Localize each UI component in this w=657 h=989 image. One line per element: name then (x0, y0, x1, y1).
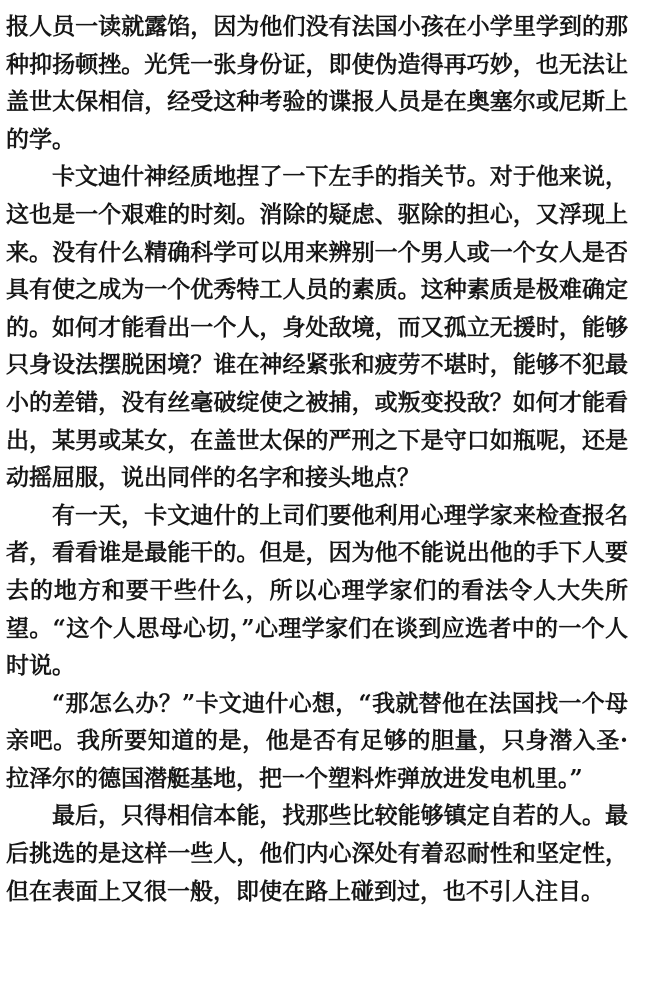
paragraph-3: 有一天，卡文迪什的上司们要他利用心理学家来检查报名者，看看谁是最能干的。但是，因为他不能说出他的手下人要去的地方和要干些什么，所以心理学家们的看法令人大失所望。“这个人思母心切，”心理学家们在谈到应选者中的一个人时说。 (6, 501, 628, 680)
paragraph-4: “那怎么办？”卡文迪什心想，“我就替他在法国找一个母亲吧。我所要知道的是，他是否有足够的胆量，只身潜入圣·拉泽尔的德国潜艇基地，把一个塑料炸弹放进发电机里。” (6, 689, 628, 792)
paragraph-2: 卡文迪什神经质地捏了一下左手的指关节。对于他来说，这也是一个艰难的时刻。消除的疑虑、驱除的担心，又浮现上来。没有什么精确科学可以用来辨别一个男人或一个女人是否具有使之成为一个优秀特工人员的素质。这种素质是极难确定的。如何才能看出一个人，身处敌境，而又孤立无援时，能够只身设法摆脱困境？谁在神经紧张和疲劳不堪时，能够不犯最小的差错，没有丝毫破绽使之被捕，或叛变投敌？如何才能看出，某男或某女，在盖世太保的严刑之下是守口如瓶呢，还是动摇屈服，说出同伴的名字和接头地点？ (6, 163, 628, 492)
paragraph-5: 最后，只得相信本能，找那些比较能够镇定自若的人。最后挑选的是这样一些人，他们内心深处有着忍耐性和坚定性，但在表面上又很一般，即使在路上碰到过，也不引人注目。 (6, 802, 628, 905)
paragraph-1: 报人员一读就露馅，因为他们没有法国小孩在小学里学到的那种抑扬顿挫。光凭一张身份证，即使伪造得再巧妙，也无法让盖世太保相信，经受这种考验的谍报人员是在奥塞尔或尼斯上的学。 (6, 13, 628, 153)
document-page (6, 8, 628, 910)
